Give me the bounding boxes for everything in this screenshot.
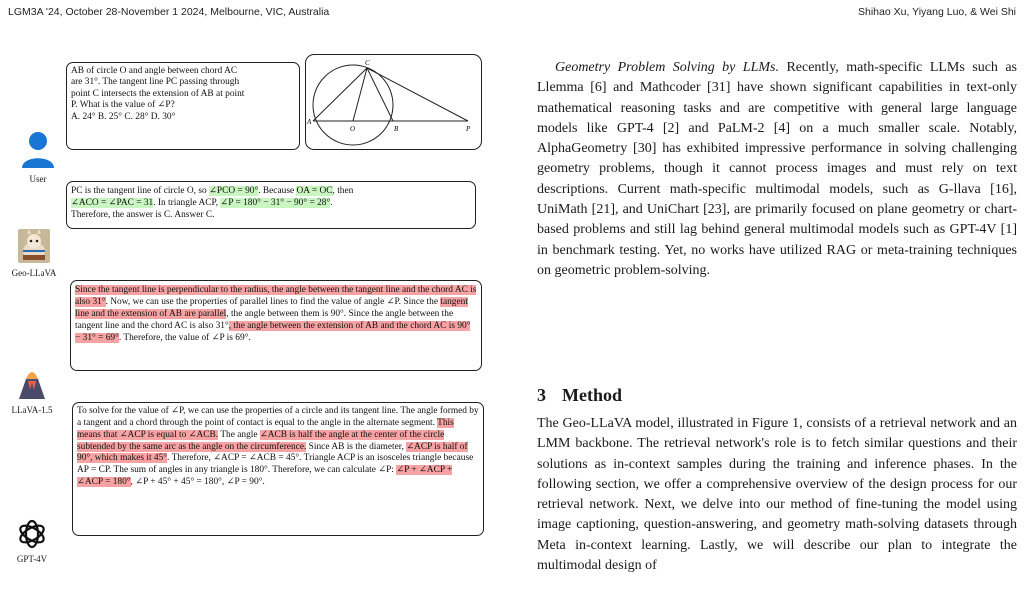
answer-text: . Therefore, the value of ∠P is 69°. xyxy=(118,333,251,344)
authors-line: Shihao Xu, Yiyang Luo, & Wei Shi xyxy=(858,6,1016,18)
section-number: 3 xyxy=(537,385,546,405)
geometry-diagram xyxy=(305,54,482,150)
question-line-1: AB of circle O and angle between chord AC xyxy=(71,66,238,76)
answer-text: . Therefore, ∠ACP = ∠ACB = 45°. Triangle ACP is an isosceles triangle because AP = CP. The sum of angles in any triangle is 180°. Therefore, we can calculate ∠P: xyxy=(77,453,474,476)
question-options: A. 24° B. 25° C. 28° D. 30° xyxy=(71,111,176,122)
answer-text: To solve for the value of ∠P, we can use the properties of a circle and its tangent line. The angle formed by a tangent and a chord through the point of contact is equal to the angle in the alternate segment. xyxy=(77,406,479,428)
correct-highlight: ∠PCO = 90° xyxy=(209,186,259,196)
answer-text: The angle xyxy=(218,429,260,440)
answer-text: . In triangle ACP, xyxy=(153,198,221,209)
conference-line: LGM3A '24, October 28-November 1 2024, Melbourne, VIC, Australia xyxy=(8,6,330,18)
geo-llava-label: Geo-LLaVA xyxy=(11,268,57,278)
paragraph-heading: Geometry Problem Solving by LLMs. xyxy=(555,60,779,75)
question-line-3: point C intersects the extension of AB at point xyxy=(71,88,245,99)
error-highlight: Since the tangent line is perpendicular to the radius, the angle between the tangent line and the chord AC is also 31° xyxy=(75,285,477,308)
error-highlight: This means that ∠ACP is equal to ∠ACB. xyxy=(77,417,454,440)
method-paragraph xyxy=(537,414,1017,576)
answer-text: , the angle between them is 90°. Since the angle between the tangent line and the chord AC is also 31° xyxy=(75,309,454,332)
label-c: C xyxy=(365,59,370,67)
running-header xyxy=(8,6,1016,20)
correct-highlight: ∠P = 180° − 31° − 90° = 28° xyxy=(220,198,331,209)
user-agent xyxy=(8,130,68,184)
user-icon xyxy=(21,130,55,170)
gpt4v-label: GPT-4V xyxy=(16,554,48,564)
error-highlight: tangent line and the extension of AB are parallel xyxy=(75,297,468,320)
llama-avatar-icon xyxy=(17,228,51,264)
correct-highlight: OA = OC xyxy=(296,186,333,196)
llava-answer-bubble xyxy=(70,280,482,371)
error-highlight: ∠ACP is half of 90°, which makes it 45° xyxy=(77,441,468,464)
volcano-icon xyxy=(17,365,47,401)
answer-text: . Now, we can use the properties of parallel lines to find the value of angle ∠P. Since the xyxy=(105,297,441,308)
answer-text: , then xyxy=(332,186,354,196)
user-label: User xyxy=(29,174,47,184)
openai-logo-icon xyxy=(16,518,48,550)
question-line-4: P. What is the value of ∠P? xyxy=(71,100,175,111)
section-title: Method xyxy=(562,385,622,405)
label-o: O xyxy=(350,125,356,133)
answer-text: Since AB is the diameter, xyxy=(306,441,407,452)
geo-llava-answer-bubble xyxy=(66,181,476,229)
answer-text: . xyxy=(330,198,333,209)
label-p: P xyxy=(466,125,471,133)
label-a: A xyxy=(307,118,312,126)
question-bubble xyxy=(66,62,300,150)
gpt4v-agent xyxy=(2,518,62,564)
label-b: B xyxy=(394,125,399,133)
answer-text: PC is the tangent line of circle O, so xyxy=(71,186,209,196)
circle-tangent-diagram xyxy=(306,55,483,151)
geo-llava-agent xyxy=(4,228,64,278)
answer-text: . Because xyxy=(258,186,297,196)
section-heading xyxy=(537,385,622,406)
gpt4v-answer-bubble xyxy=(72,402,484,536)
llava-label: LLaVA-1.5 xyxy=(11,405,53,415)
paragraph-body: Recently, math-specific LLMs such as Llemma [6] and Mathcoder [31] have shown significant capabilities in text-only mathematical reasoning tasks and are competitive with general large language models like GPT-4 [2] and PaLM-2 [4] on a much smaller scale. Notably, AlphaGeometry [30] has exhibited impressive performance in solving challenging geometry problems, though it cannot process images and must rely on text descriptions. Current math-specific multimodal models, such as G-llava [16], UniMath [21], and UniChart [23], are primarily focused on plane geometry or chart-based problems and still lag behind general multimodal models such as GPT-4V [1] in benchmark testing. Yet, no works have utilized RAG or meta-training techniques on geometric problem-solving. xyxy=(537,60,1017,278)
error-highlight: ∠P + ∠ACP + ∠ACP = 180° xyxy=(77,465,453,488)
final-answer: Therefore, the answer is C. Answer C. xyxy=(71,210,215,221)
question-line-2: are 31°. The tangent line PC passing through xyxy=(71,77,240,88)
error-highlight: , the angle between the extension of AB and the chord AC is 90° − 31° = 69° xyxy=(75,321,471,344)
paragraph-body: The Geo-LLaVA model, illustrated in Figure 1, consists of a retrieval network and an LMM backbone. The retrieval network's role is to fetch similar questions and their solutions as in-context samples during the training and inference phases. In the following section, we offer a comprehensive overview of the design process for our retrieval network. Next, we delve into our method of fine-tuning the model using image captioning, question-answering, and geometry math-solving datasets through Meta in-context learning. Lastly, we will describe our plan to integrate the multimodal design of xyxy=(537,416,1017,574)
error-highlight: ∠ACB is half the angle at the center of the circle subtended by the same arc as the angle on the circumference. xyxy=(77,429,445,452)
figure-1 xyxy=(0,40,500,596)
answer-text: , ∠P + 45° + 45° = 180°, ∠P = 90°. xyxy=(130,477,265,488)
related-work-paragraph xyxy=(537,58,1017,281)
correct-highlight: ∠ACO = ∠PAC = 31 xyxy=(71,198,154,209)
llava-agent xyxy=(2,365,62,415)
